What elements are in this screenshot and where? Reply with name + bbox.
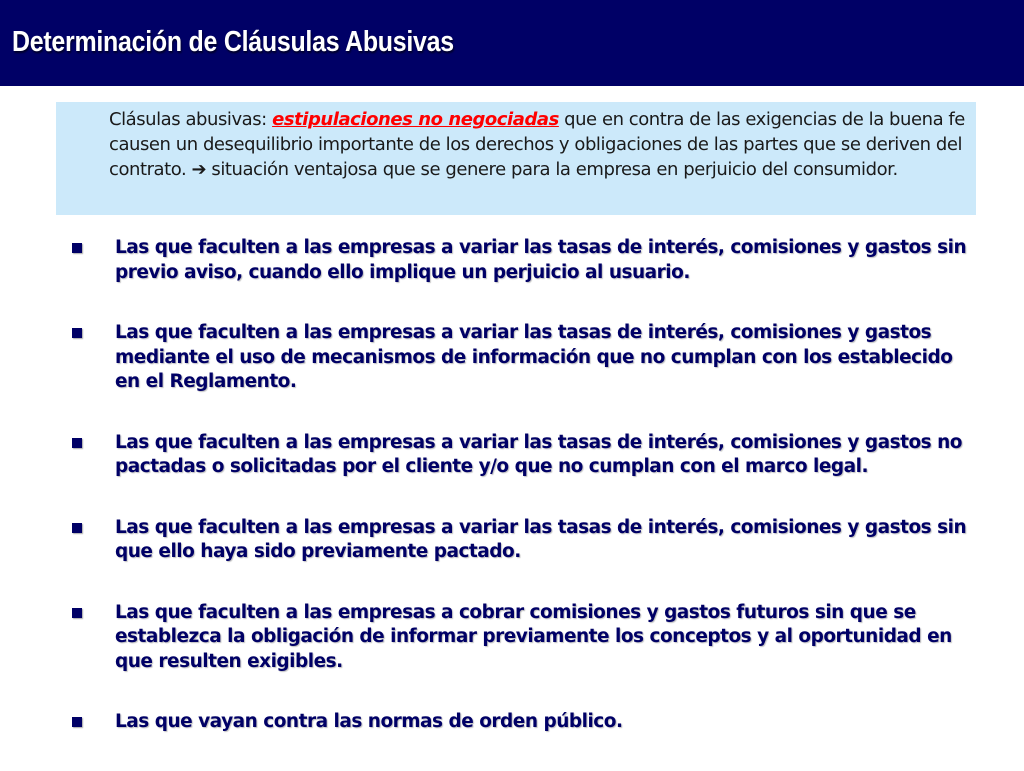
list-item-text: Las que vayan contra las normas de orden público. xyxy=(115,711,623,732)
list-item xyxy=(72,710,972,735)
square-bullet-icon xyxy=(72,438,82,448)
title-bar xyxy=(0,0,1024,86)
definition-tail: situación ventajosa que se genere para la empresa en perjuicio del consumidor. xyxy=(206,159,898,180)
square-bullet-icon xyxy=(72,328,82,338)
slide-title: Determinación de Cláusulas Abusivas xyxy=(12,26,454,58)
arrow-right-icon: ➔ xyxy=(191,159,207,180)
square-bullet-icon xyxy=(72,608,82,618)
definition-box xyxy=(56,102,976,215)
list-item-text: Las que faculten a las empresas a variar las tasas de interés, comisiones y gastos sin previo aviso, cuando ello implique un perjuicio al usuario. xyxy=(115,237,967,283)
definition-lead: Clásulas abusivas: xyxy=(109,109,273,130)
list-item-text: Las que faculten a las empresas a variar las tasas de interés, comisiones y gastos no pactadas o solicitadas por el cliente y/o que no cumplan con el marco legal. xyxy=(115,431,962,477)
list-item xyxy=(72,601,972,675)
list-item xyxy=(72,236,972,285)
clause-list xyxy=(72,236,972,771)
square-bullet-icon xyxy=(72,243,82,253)
square-bullet-icon xyxy=(72,523,82,533)
square-bullet-icon xyxy=(72,717,82,727)
definition-middle: que en contra de las exigencias de la buena fe causen un desequilibrio importante de los derechos y obligaciones de las partes que se deriven del contrato. xyxy=(109,109,965,180)
list-item-text: Las que faculten a las empresas a cobrar comisiones y gastos futuros sin que se establezca la obligación de informar previamente los conceptos y al oportunidad en que resulten exigibles. xyxy=(115,601,952,672)
list-item-text: Las que faculten a las empresas a variar las tasas de interés, comisiones y gastos mediante el uso de mecanismos de información que no cumplan con los establecido en el Reglamento. xyxy=(115,322,953,392)
list-item xyxy=(72,321,972,395)
list-item-text: Las que faculten a las empresas a variar las tasas de interés, comisiones y gastos sin que ello haya sido previamente pactado. xyxy=(115,516,967,562)
list-item xyxy=(72,516,972,565)
definition-text xyxy=(109,107,969,182)
definition-emphasis: estipulaciones no negociadas xyxy=(272,109,559,130)
list-item xyxy=(72,431,972,480)
